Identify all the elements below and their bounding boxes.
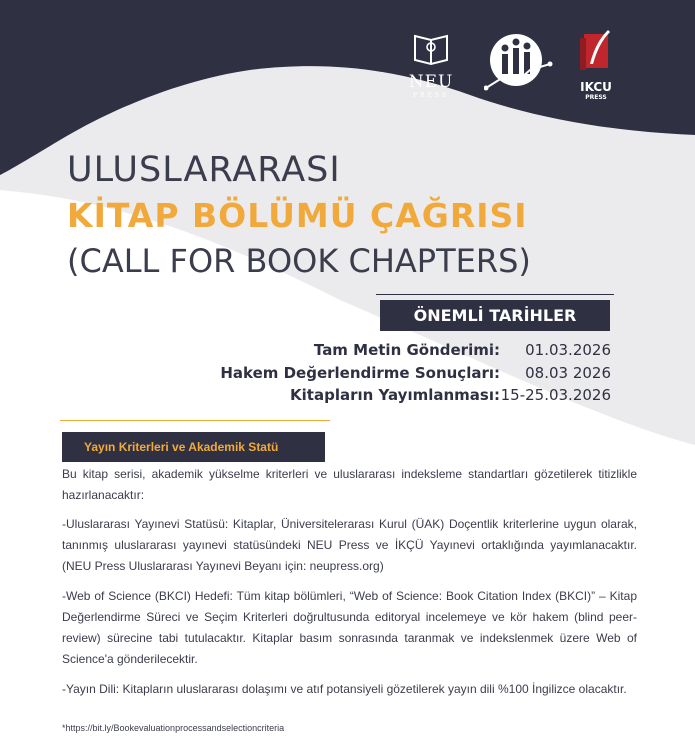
date-label: Tam Metin Gönderimi: — [313, 341, 500, 359]
ikcu-logo-name: IKCU — [580, 80, 612, 94]
dates-divider — [376, 294, 614, 295]
date-value: 15-25.03.2026 — [500, 386, 611, 404]
ikcu-logo-sub: PRESS — [585, 94, 607, 101]
date-value: 01.03.2026 — [525, 341, 611, 359]
criteria-divider — [60, 420, 330, 421]
title-line-2: KİTAP BÖLÜMÜ ÇAĞRISI — [67, 196, 528, 235]
criteria-paragraph-wos: -Web of Science (BKCI) Hedefi: Tüm kitap bölümleri, “Web of Science: Book Citation Index (BKCI)” – Kitap Değerlendirme Süreci ve Seçim Kriterleri doğrultusunda editoryal incelemeye ve kör hakem (blind peer-review) sürecine tabi tutulacaktır. Kitaplar basım sonrasında taranmak ve indekslenmek üzere Web of Science'a gönderilecektir. — [62, 589, 637, 666]
neu-press-logo — [405, 32, 457, 99]
date-value: 08.03 2026 — [525, 364, 611, 382]
quill-book-icon — [578, 28, 614, 74]
date-row — [150, 386, 613, 408]
network-chart-icon — [484, 30, 554, 94]
neu-logo-sub: PRESS — [412, 92, 450, 99]
title-line-1: ULUSLARARASI — [67, 150, 341, 190]
date-row — [150, 364, 613, 386]
neu-logo-name: NEU — [408, 72, 454, 92]
open-book-icon — [411, 32, 451, 66]
date-row — [150, 341, 613, 363]
date-label: Kitapların Yayımlanması: — [290, 386, 500, 404]
research-network-logo — [484, 30, 554, 94]
important-dates-heading: ÖNEMLİ TARİHLER — [380, 300, 610, 331]
criteria-paragraph-language: -Yayın Dili: Kitapların uluslararası dolaşımı ve atıf potansiyeli gözetilerek yayın dili %100 İngilizce olacaktır. — [62, 682, 627, 696]
criteria-paragraph-intro: Bu kitap serisi, akademik yükselme kriterleri ve uluslararası indeksleme standartları gözetilerek titizlikle hazırlanacaktır: — [62, 467, 637, 502]
criteria-footnote: *https://bit.ly/Bookevaluationprocessandselectioncriteria — [62, 723, 285, 733]
ikcu-press-logo — [574, 28, 618, 101]
publisher-logos — [0, 28, 695, 108]
title-line-3: (CALL FOR BOOK CHAPTERS) — [67, 242, 531, 280]
criteria-heading: Yayın Kriterleri ve Akademik Statü — [62, 432, 325, 462]
date-label: Hakem Değerlendirme Sonuçları: — [220, 364, 500, 382]
criteria-paragraph-publisher: -Uluslararası Yayınevi Statüsü: Kitaplar, Üniversitelerarası Kurul (ÜAK) Doçentlik kriterlerine uygun olarak, tanınmış uluslararası yayınevi statüsündeki NEU Press ve İKÇÜ Yayınevi ortaklığında yayımlanacaktır. (NEU Press Uluslararası Yayınevi Beyanı için: neupress.org) — [62, 517, 637, 573]
